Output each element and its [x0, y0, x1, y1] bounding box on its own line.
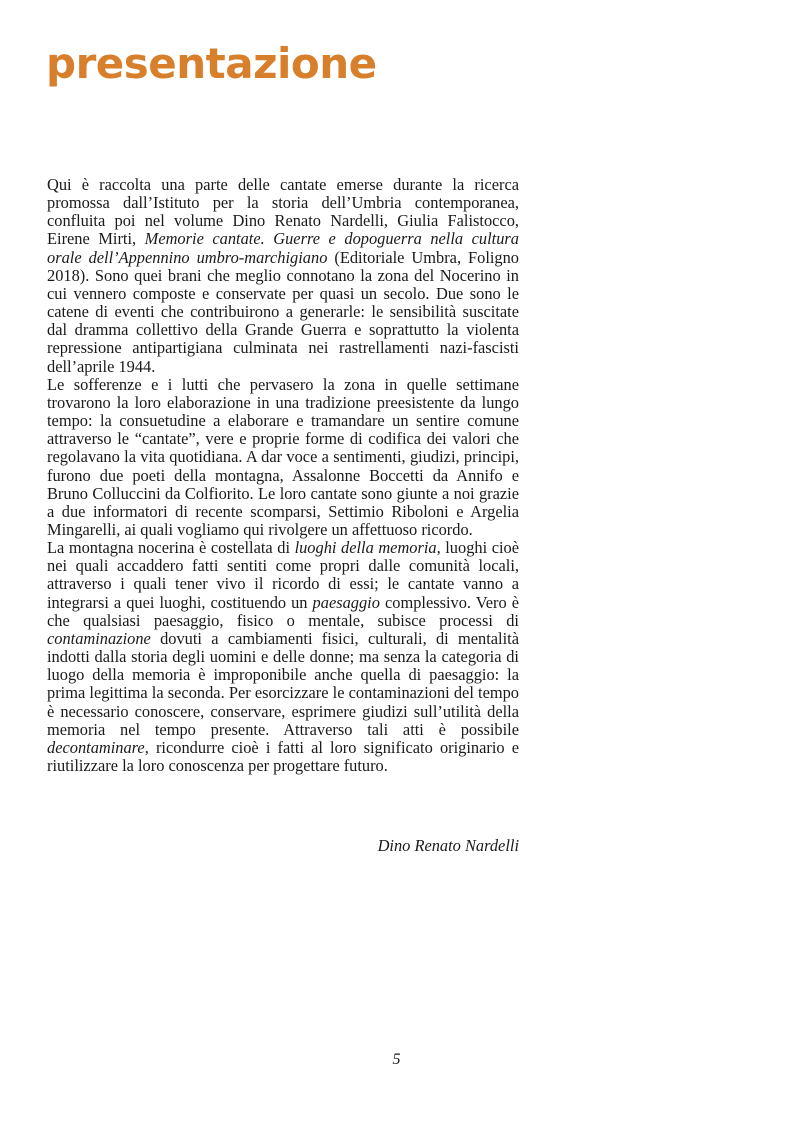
emphasis-contaminazione: contaminazione: [47, 628, 151, 648]
paragraph-2-run-1: Le sofferenze e i lutti che pervasero la zona in quelle settimane trovarono la loro elaborazione in una tradizione preesistente da lungo tempo: la consuetudine a elaborare e tramandare un sentire comune attraverso le “cantate”, vere e proprie forme di codifica dei valori che regolavano la vita quotidiana. A dar voce a sentimenti, giudizi, principi, furono due poeti della montagna, Assalonne Boccetti da Annifo e Bruno Colluccini da Colfiorito. Le loro cantate sono giunte a noi grazie a due informatori di recente scomparsi, Settimio Riboloni e Argelia Mingarelli, ai quali vogliamo qui rivolgere un affettuoso ricordo.: [47, 374, 519, 539]
emphasis-decontaminare: decontaminare: [47, 737, 145, 757]
paragraph-2: [47, 376, 519, 539]
body-text: [47, 176, 519, 775]
paragraph-1-run-1: Qui è raccolta una parte delle cantate emerse durante la ricerca promossa dall’Istituto per la storia dell’Umbria contemporanea, confluita poi nel volume Dino Renato Nardelli, Giulia Falistocco, Eirene Mirti,: [47, 175, 519, 249]
paragraph-3-run-7: dovuti a cambiamenti fisici, culturali, di mentalità indotti dalla storia degli uomini e delle donne; ma senza la categoria di luogo della memoria è improponibile anche quella di paesaggio: la prima legittima la seconda. Per esorcizzare le contaminazioni del tempo è necessario conoscere, conservare, esprimere giudizi sull’utilità della memoria nel tempo presente. Attraverso tali atti è possibile: [47, 628, 519, 739]
book-title: Memorie cantate. Guerre e dopoguerra nella cultura orale dell’Appennino umbro-marchigiano: [47, 229, 519, 267]
paragraph-3: [47, 539, 519, 775]
paragraph-3-run-5: complessivo. Vero è che qualsiasi paesaggio, fisico o mentale, subisce processi di: [47, 592, 520, 630]
paragraph-3-run-3: , luoghi cioè nei quali accaddero fatti sentiti come propri dalle comunità locali, attraverso i quali tener vivo il ricordo di essi; le cantate vanno a integrarsi a quei luoghi, costituendo un: [47, 538, 519, 612]
page-number: 5: [392, 1051, 401, 1068]
author-signature: Dino Renato Nardelli: [377, 836, 519, 855]
paragraph-3-run-9: , ricondurre cioè i fatti al loro significato originario e riutilizzare la loro conoscenza per progettare futuro.: [47, 737, 519, 775]
paragraph-3-run-1: La montagna nocerina è costellata di: [47, 538, 295, 558]
emphasis-luoghi-della-memoria: luoghi della memoria: [294, 538, 437, 558]
emphasis-paesaggio: paesaggio: [312, 592, 380, 612]
paragraph-1-run-3: (Editoriale Umbra, Foligno 2018). Sono quei brani che meglio connotano la zona del Nocerino in cui vennero composte e conservate per quasi un secolo. Due sono le catene di eventi che contribuirono a generarle: le sensibilità suscitate dal dramma collettivo della Grande Guerra e soprattutto la violenta repressione antipartigiana culminata nei rastrellamenti nazi-fascisti dell’aprile 1944.: [47, 247, 520, 376]
paragraph-1: [47, 176, 519, 376]
page-title: presentazione: [46, 39, 377, 88]
